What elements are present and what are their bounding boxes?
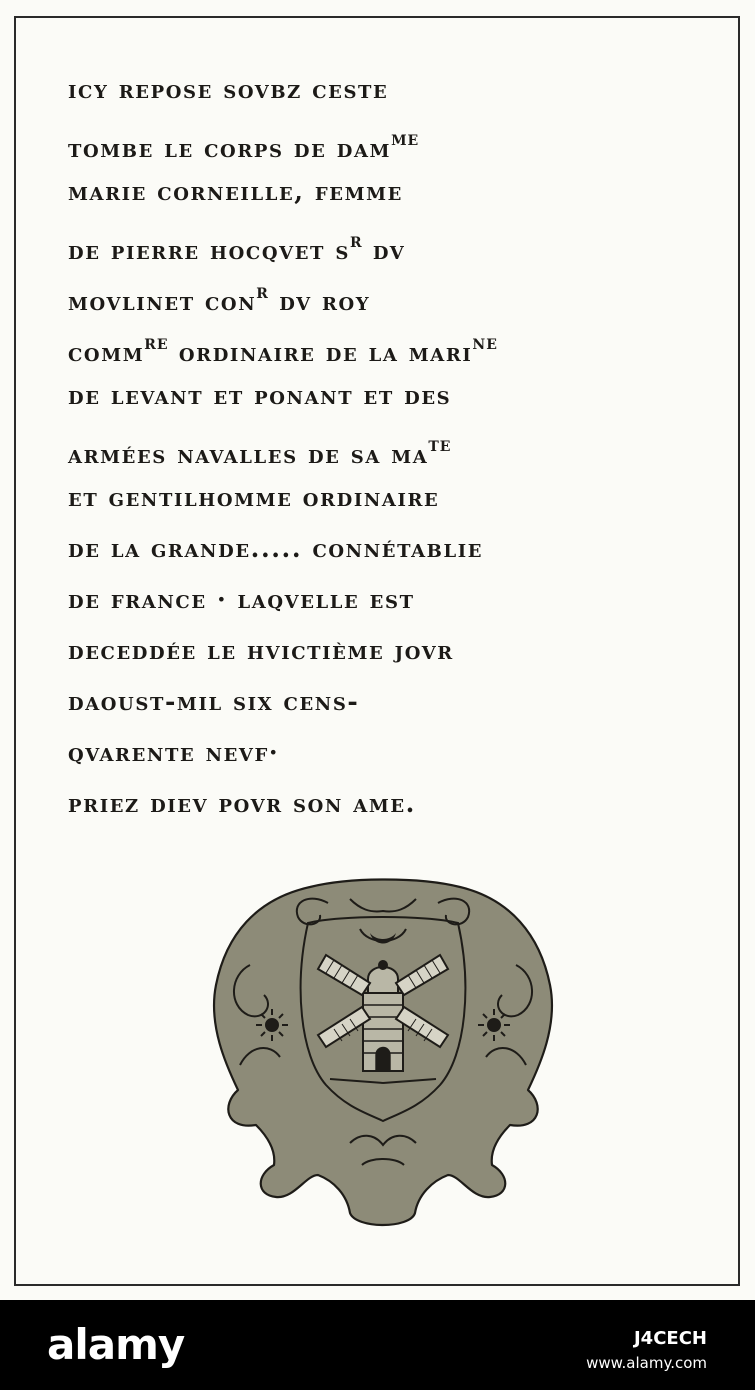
inscription-line bbox=[68, 427, 708, 478]
inscription-line bbox=[68, 682, 708, 733]
inscription-line bbox=[68, 70, 708, 121]
inscription-text: priez diev povr son ame. bbox=[68, 789, 416, 818]
superscript-abbreviation: R bbox=[256, 286, 269, 302]
inscription-text: ordinaire de la mari bbox=[168, 338, 473, 367]
inscription-text: de la grande..... connétablie bbox=[68, 534, 484, 563]
inscription-line bbox=[68, 223, 708, 274]
inscription-text: deceddée le hvictième jovr bbox=[68, 636, 454, 665]
superscript-abbreviation: R bbox=[349, 235, 363, 251]
site-url: www.alamy.com bbox=[586, 1354, 707, 1372]
inscription-line bbox=[68, 580, 708, 631]
inscription-text: qvarente nevf· bbox=[68, 738, 280, 767]
inscription-text: de france · laqvelle est bbox=[68, 585, 415, 614]
inscription-text: et gentilhomme ordinaire bbox=[68, 483, 440, 512]
image-id: J4CECH bbox=[633, 1328, 707, 1349]
superscript-abbreviation: TE bbox=[428, 439, 452, 455]
inscription-line bbox=[68, 121, 708, 172]
superscript-abbreviation: ME bbox=[391, 133, 420, 149]
inscription-line bbox=[68, 784, 708, 835]
inscription-line bbox=[68, 529, 708, 580]
inscription-line bbox=[68, 478, 708, 529]
superscript-abbreviation: RE bbox=[144, 337, 169, 353]
superscript-abbreviation: NE bbox=[472, 337, 498, 353]
inscription-text: de pierre hocqvet s bbox=[68, 236, 350, 265]
inscription-line bbox=[68, 733, 708, 784]
brand-logo: alamy bbox=[47, 1320, 185, 1369]
inscription-line bbox=[68, 274, 708, 325]
inscription-text: tombe le corps de dam bbox=[68, 134, 392, 163]
inscription-text: dv roy bbox=[268, 287, 371, 316]
epitaph-inscription bbox=[68, 70, 708, 835]
inscription-text: armées navalles de sa ma bbox=[68, 440, 429, 469]
watermark-footer bbox=[0, 1300, 755, 1390]
coat-of-arms-windmill-icon bbox=[210, 875, 556, 1231]
inscription-text: icy repose sovbz ceste bbox=[68, 75, 389, 104]
inscription-text: dv bbox=[362, 236, 406, 265]
inscription-line bbox=[68, 631, 708, 682]
inscription-line bbox=[68, 325, 708, 376]
inscription-text: comm bbox=[68, 338, 145, 367]
inscription-text: marie corneille, femme bbox=[68, 177, 403, 206]
inscription-text: de levant et ponant et des bbox=[68, 381, 452, 410]
inscription-line bbox=[68, 376, 708, 427]
inscription-text: movlinet con bbox=[68, 287, 257, 316]
inscription-line bbox=[68, 172, 708, 223]
inscription-text: daoust-mil six cens- bbox=[68, 687, 360, 716]
